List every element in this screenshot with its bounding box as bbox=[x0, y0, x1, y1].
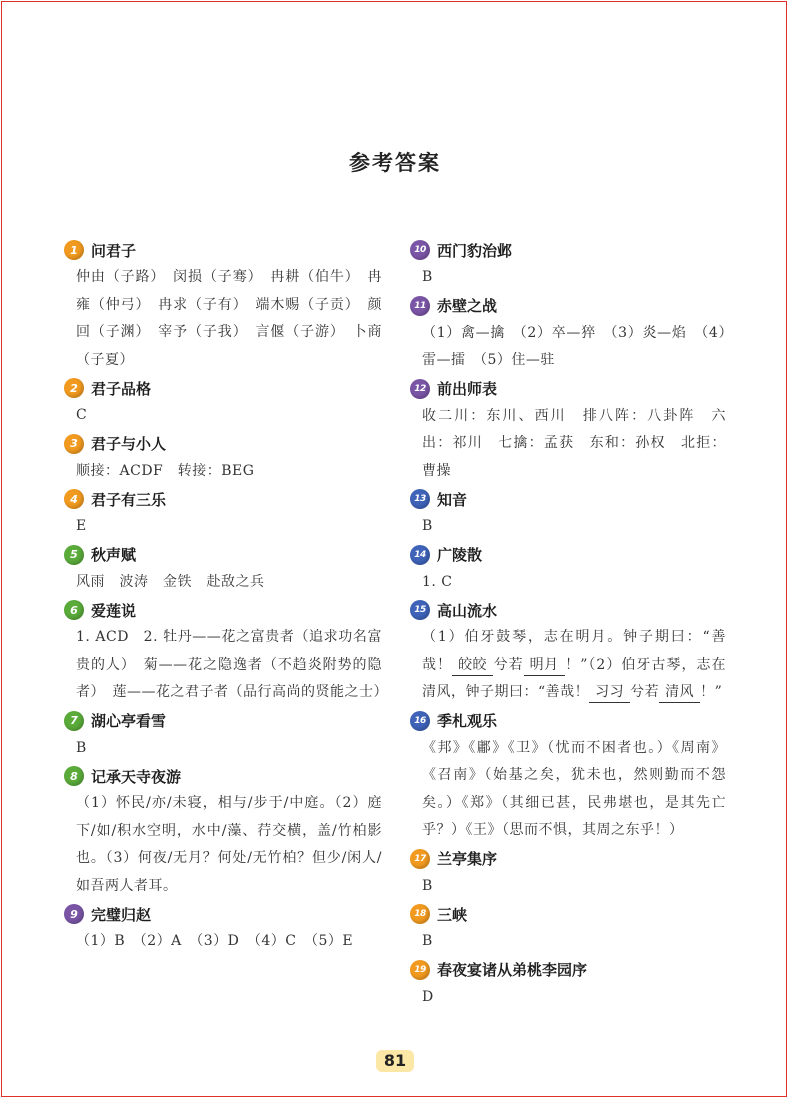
section-answer: 顺接：ACDF 转接：BEG bbox=[76, 462, 255, 479]
fill-blank: 清风 bbox=[659, 682, 700, 703]
number-badge-11: 11 bbox=[410, 296, 430, 316]
number-badge-7: 7 bbox=[64, 711, 84, 731]
section-title: 春夜宴诸从弟桃李园序 bbox=[437, 961, 588, 979]
answer-section-3 bbox=[64, 430, 382, 486]
page-title: 参考答案 bbox=[349, 151, 441, 175]
fill-blank: 明月 bbox=[524, 655, 565, 676]
section-title: 君子与小人 bbox=[91, 435, 167, 453]
answer-section-4 bbox=[64, 485, 382, 541]
answer-section-12 bbox=[410, 375, 726, 486]
section-title: 知音 bbox=[437, 490, 468, 509]
number-badge-8: 8 bbox=[64, 766, 84, 786]
number-badge-5: 5 bbox=[64, 545, 84, 565]
answer-section-11 bbox=[410, 292, 726, 375]
section-title: 君子品格 bbox=[91, 379, 152, 398]
answer-section-8 bbox=[64, 762, 382, 900]
number-badge-9: 9 bbox=[64, 904, 84, 924]
answer-section-16 bbox=[410, 707, 726, 845]
section-title: 赤壁之战 bbox=[437, 297, 498, 315]
section-title: 爱莲说 bbox=[91, 601, 137, 620]
section-answer: 风雨 波涛 金铁 赴敌之兵 bbox=[76, 573, 265, 590]
answer-text: ！” bbox=[700, 684, 723, 700]
section-title: 三峡 bbox=[437, 905, 468, 924]
number-badge-4: 4 bbox=[64, 489, 84, 509]
answer-text: 兮若 bbox=[493, 656, 524, 673]
section-answer: B bbox=[422, 518, 433, 534]
answer-text: （1）伯牙鼓琴，志在明月。钟子期曰：“善哉！ bbox=[422, 629, 726, 673]
section-answer: 1. C bbox=[422, 573, 453, 590]
number-badge-13: 13 bbox=[410, 489, 430, 509]
section-title: 君子有三乐 bbox=[91, 490, 167, 509]
answer-section-19 bbox=[410, 956, 726, 1012]
number-badge-12: 12 bbox=[410, 379, 430, 399]
section-title: 记承天寺夜游 bbox=[91, 767, 182, 786]
number-badge-1: 1 bbox=[64, 240, 84, 260]
section-answer bbox=[410, 624, 726, 707]
section-answer: 仲由（子路） 闵损（子骞） 冉耕（伯牛） 冉雍（仲弓） 冉求（子有） 端木赐（子贡） 颜回（子渊） 宰予（子我） 言偃（子游） 卜商（子夏） bbox=[76, 269, 382, 368]
answer-section-18 bbox=[410, 900, 726, 956]
section-answer: B bbox=[76, 739, 87, 756]
page-number: 81 bbox=[376, 1050, 414, 1072]
number-badge-19: 19 bbox=[410, 960, 430, 980]
answer-section-1 bbox=[64, 236, 382, 374]
section-title: 前出师表 bbox=[437, 380, 498, 398]
section-answer: C bbox=[76, 407, 88, 423]
answer-section-15 bbox=[410, 596, 726, 707]
answer-section-6 bbox=[64, 596, 388, 707]
section-title: 西门豹治邺 bbox=[437, 241, 513, 260]
section-title: 秋声赋 bbox=[91, 546, 137, 564]
number-badge-14: 14 bbox=[410, 545, 430, 565]
answer-section-14 bbox=[410, 541, 726, 597]
answer-text: 兮若 bbox=[630, 684, 660, 700]
section-answer: （1）禽—擒 （2）卒—猝 （3）炎—焰 （4）雷—擂 （5）住—驻 bbox=[422, 324, 726, 368]
number-badge-6: 6 bbox=[64, 600, 84, 620]
section-answer: 1. ACD 2. 牡丹——花之富贵者（追求功名富贵的人） 菊——花之隐逸者（不趋炎附势的隐者） 莲——花之君子者（品行高尚的贤能之士） bbox=[76, 629, 388, 700]
section-title: 问君子 bbox=[91, 241, 137, 260]
number-badge-17: 17 bbox=[410, 849, 430, 869]
section-title: 季札观乐 bbox=[437, 712, 498, 730]
section-title: 兰亭集序 bbox=[437, 850, 498, 868]
answer-section-10 bbox=[410, 236, 726, 292]
answer-section-5 bbox=[64, 541, 382, 597]
number-badge-10: 10 bbox=[410, 240, 430, 260]
answer-section-17 bbox=[410, 845, 726, 901]
answer-section-13 bbox=[410, 485, 726, 541]
section-title: 高山流水 bbox=[437, 601, 498, 620]
section-answer: 《邦》《鄘》《卫》（忧而不困者也。）《周南》《召南》（始基之矣，犹未也，然则勤而不怨矣。）《郑》（其细已甚，民弗堪也，是其先亡乎？）《王》（思而不惧，其周之东乎！） bbox=[422, 739, 726, 838]
section-answer: B bbox=[422, 933, 433, 949]
number-badge-16: 16 bbox=[410, 711, 430, 731]
number-badge-18: 18 bbox=[410, 904, 430, 924]
answer-section-9 bbox=[64, 900, 382, 956]
section-answer: D bbox=[422, 988, 434, 1005]
answer-section-2 bbox=[64, 374, 382, 430]
section-answer: E bbox=[76, 518, 87, 534]
section-title: 湖心亭看雪 bbox=[91, 712, 167, 730]
section-answer: B bbox=[422, 877, 433, 894]
section-answer: （1）B （2）A （3）D （4）C （5）E bbox=[76, 933, 354, 949]
number-badge-15: 15 bbox=[410, 600, 430, 620]
number-badge-2: 2 bbox=[64, 378, 84, 398]
answer-text: ！”（2）伯牙古琴，志在清风，钟子期曰：“善哉！ bbox=[422, 656, 727, 700]
right-column bbox=[410, 236, 726, 1011]
answer-section-7 bbox=[64, 707, 382, 763]
left-column bbox=[64, 236, 388, 956]
section-answer: 收二川：东川、西川 排八阵：八卦阵 六出：祁川 七擒：孟获 东和：孙权 北拒：曹操 bbox=[422, 407, 726, 479]
section-answer: （1）怀民/亦/未寝，相与/步于/中庭。（2）庭下/如/积水空明，水中/藻、荇交横，盖/竹柏影也。（3）何夜/无月？何处/无竹柏？但少/闲人/如吾两人者耳。 bbox=[76, 795, 382, 894]
section-title: 完璧归赵 bbox=[91, 905, 152, 924]
number-badge-3: 3 bbox=[64, 434, 84, 454]
fill-blank: 习习 bbox=[589, 682, 630, 703]
section-answer: B bbox=[422, 269, 433, 285]
fill-blank: 皎皎 bbox=[452, 655, 493, 676]
section-title: 广陵散 bbox=[437, 546, 483, 564]
